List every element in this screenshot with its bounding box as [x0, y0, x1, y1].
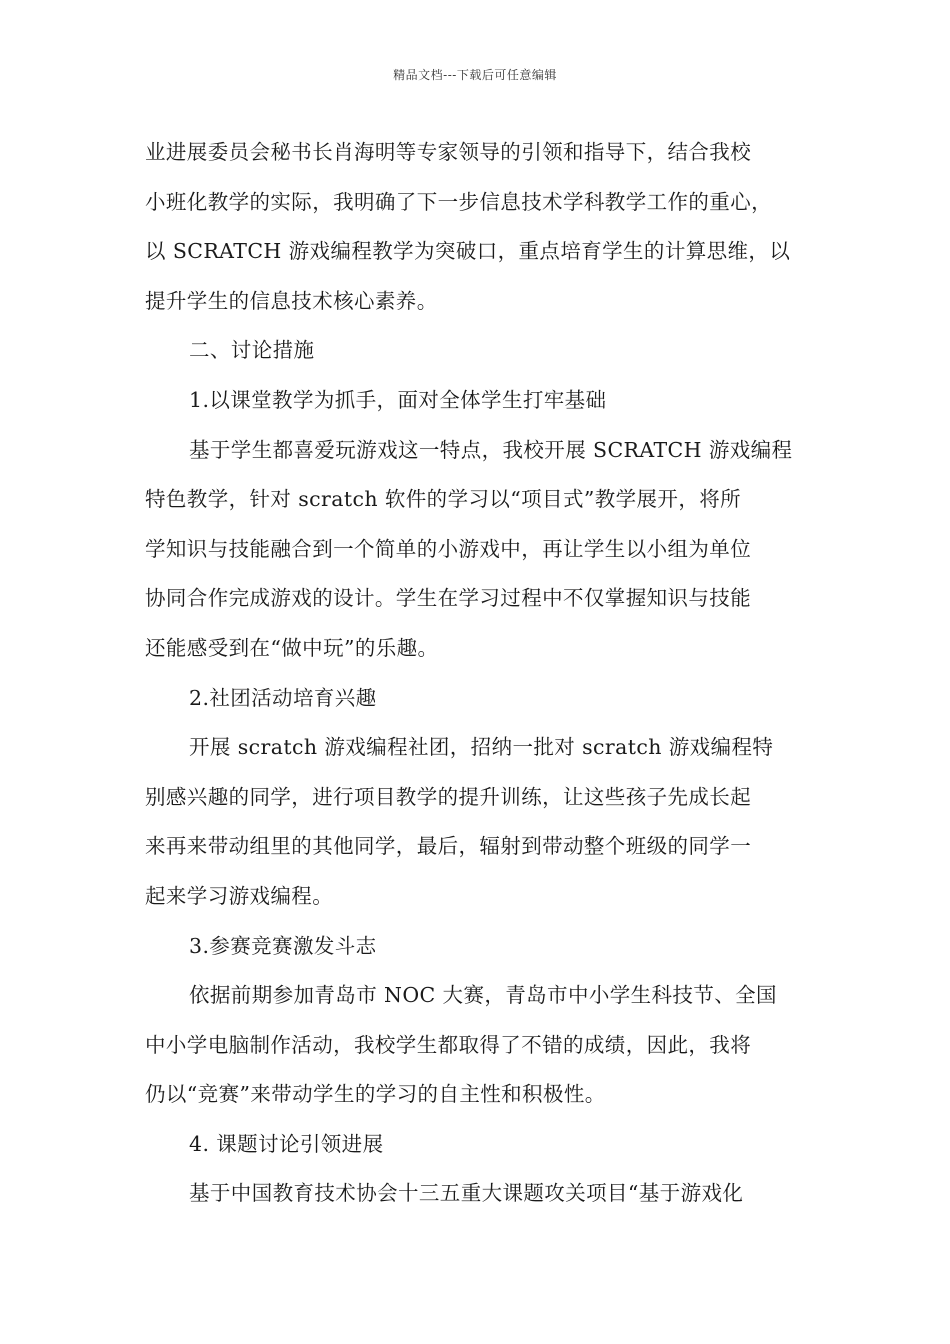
document-body [145, 128, 815, 1219]
text-line: 以 SCRATCH 游戏编程教学为突破口，重点培育学生的计算思维，以 [145, 239, 791, 264]
text-line: 2.社团活动培育兴趣 [189, 685, 377, 710]
text-line: 依据前期参加青岛市 NOC 大赛，青岛市中小学生科技节、全国 [189, 983, 777, 1008]
page-header: 精品文档---下载后可任意编辑 [393, 68, 557, 82]
text-line: 提升学生的信息技术核心素养。 [145, 288, 438, 313]
text-line: 基于中国教育技术协会十三五重大课题攻关项目“基于游戏化 [189, 1181, 744, 1206]
text-line: 二、讨论措施 [189, 338, 315, 363]
text-line: 来再来带动组里的其他同学，最后，辐射到带动整个班级的同学一 [145, 834, 752, 859]
text-line: 开展 scratch 游戏编程社团，招纳一批对 scratch 游戏编程特 [189, 735, 774, 760]
text-line: 中小学电脑制作活动，我校学生都取得了不错的成绩，因此，我将 [145, 1032, 752, 1057]
text-line: 协同合作完成游戏的设计。学生在学习过程中不仅掌握知识与技能 [145, 586, 752, 611]
text-line: 3.参赛竞赛激发斗志 [189, 933, 377, 958]
text-line: 1.以课堂教学为抓手，面对全体学生打牢基础 [189, 387, 607, 412]
text-line: 学知识与技能融合到一个简单的小游戏中，再让学生以小组为单位 [145, 536, 752, 561]
text-line: 还能感受到在“做中玩”的乐趣。 [145, 635, 439, 660]
text-line: 业进展委员会秘书长肖海明等专家领导的引领和指导下，结合我校 [145, 140, 752, 164]
text-line: 仍以“竞赛”来带动学生的学习的自主性和积极性。 [145, 1082, 606, 1107]
text-line: 基于学生都喜爱玩游戏这一特点，我校开展 SCRATCH 游戏编程 [189, 437, 793, 462]
text-line: 小班化教学的实际，我明确了下一步信息技术学科教学工作的重心， [145, 189, 772, 214]
text-line: 特色教学，针对 scratch 软件的学习以“项目式”教学展开，将所 [145, 487, 742, 512]
text-line: 起来学习游戏编程。 [145, 883, 334, 908]
text-line: 4. 课题讨论引领进展 [189, 1131, 384, 1156]
text-line: 别感兴趣的同学，进行项目教学的提升训练，让这些孩子先成长起 [145, 784, 752, 809]
